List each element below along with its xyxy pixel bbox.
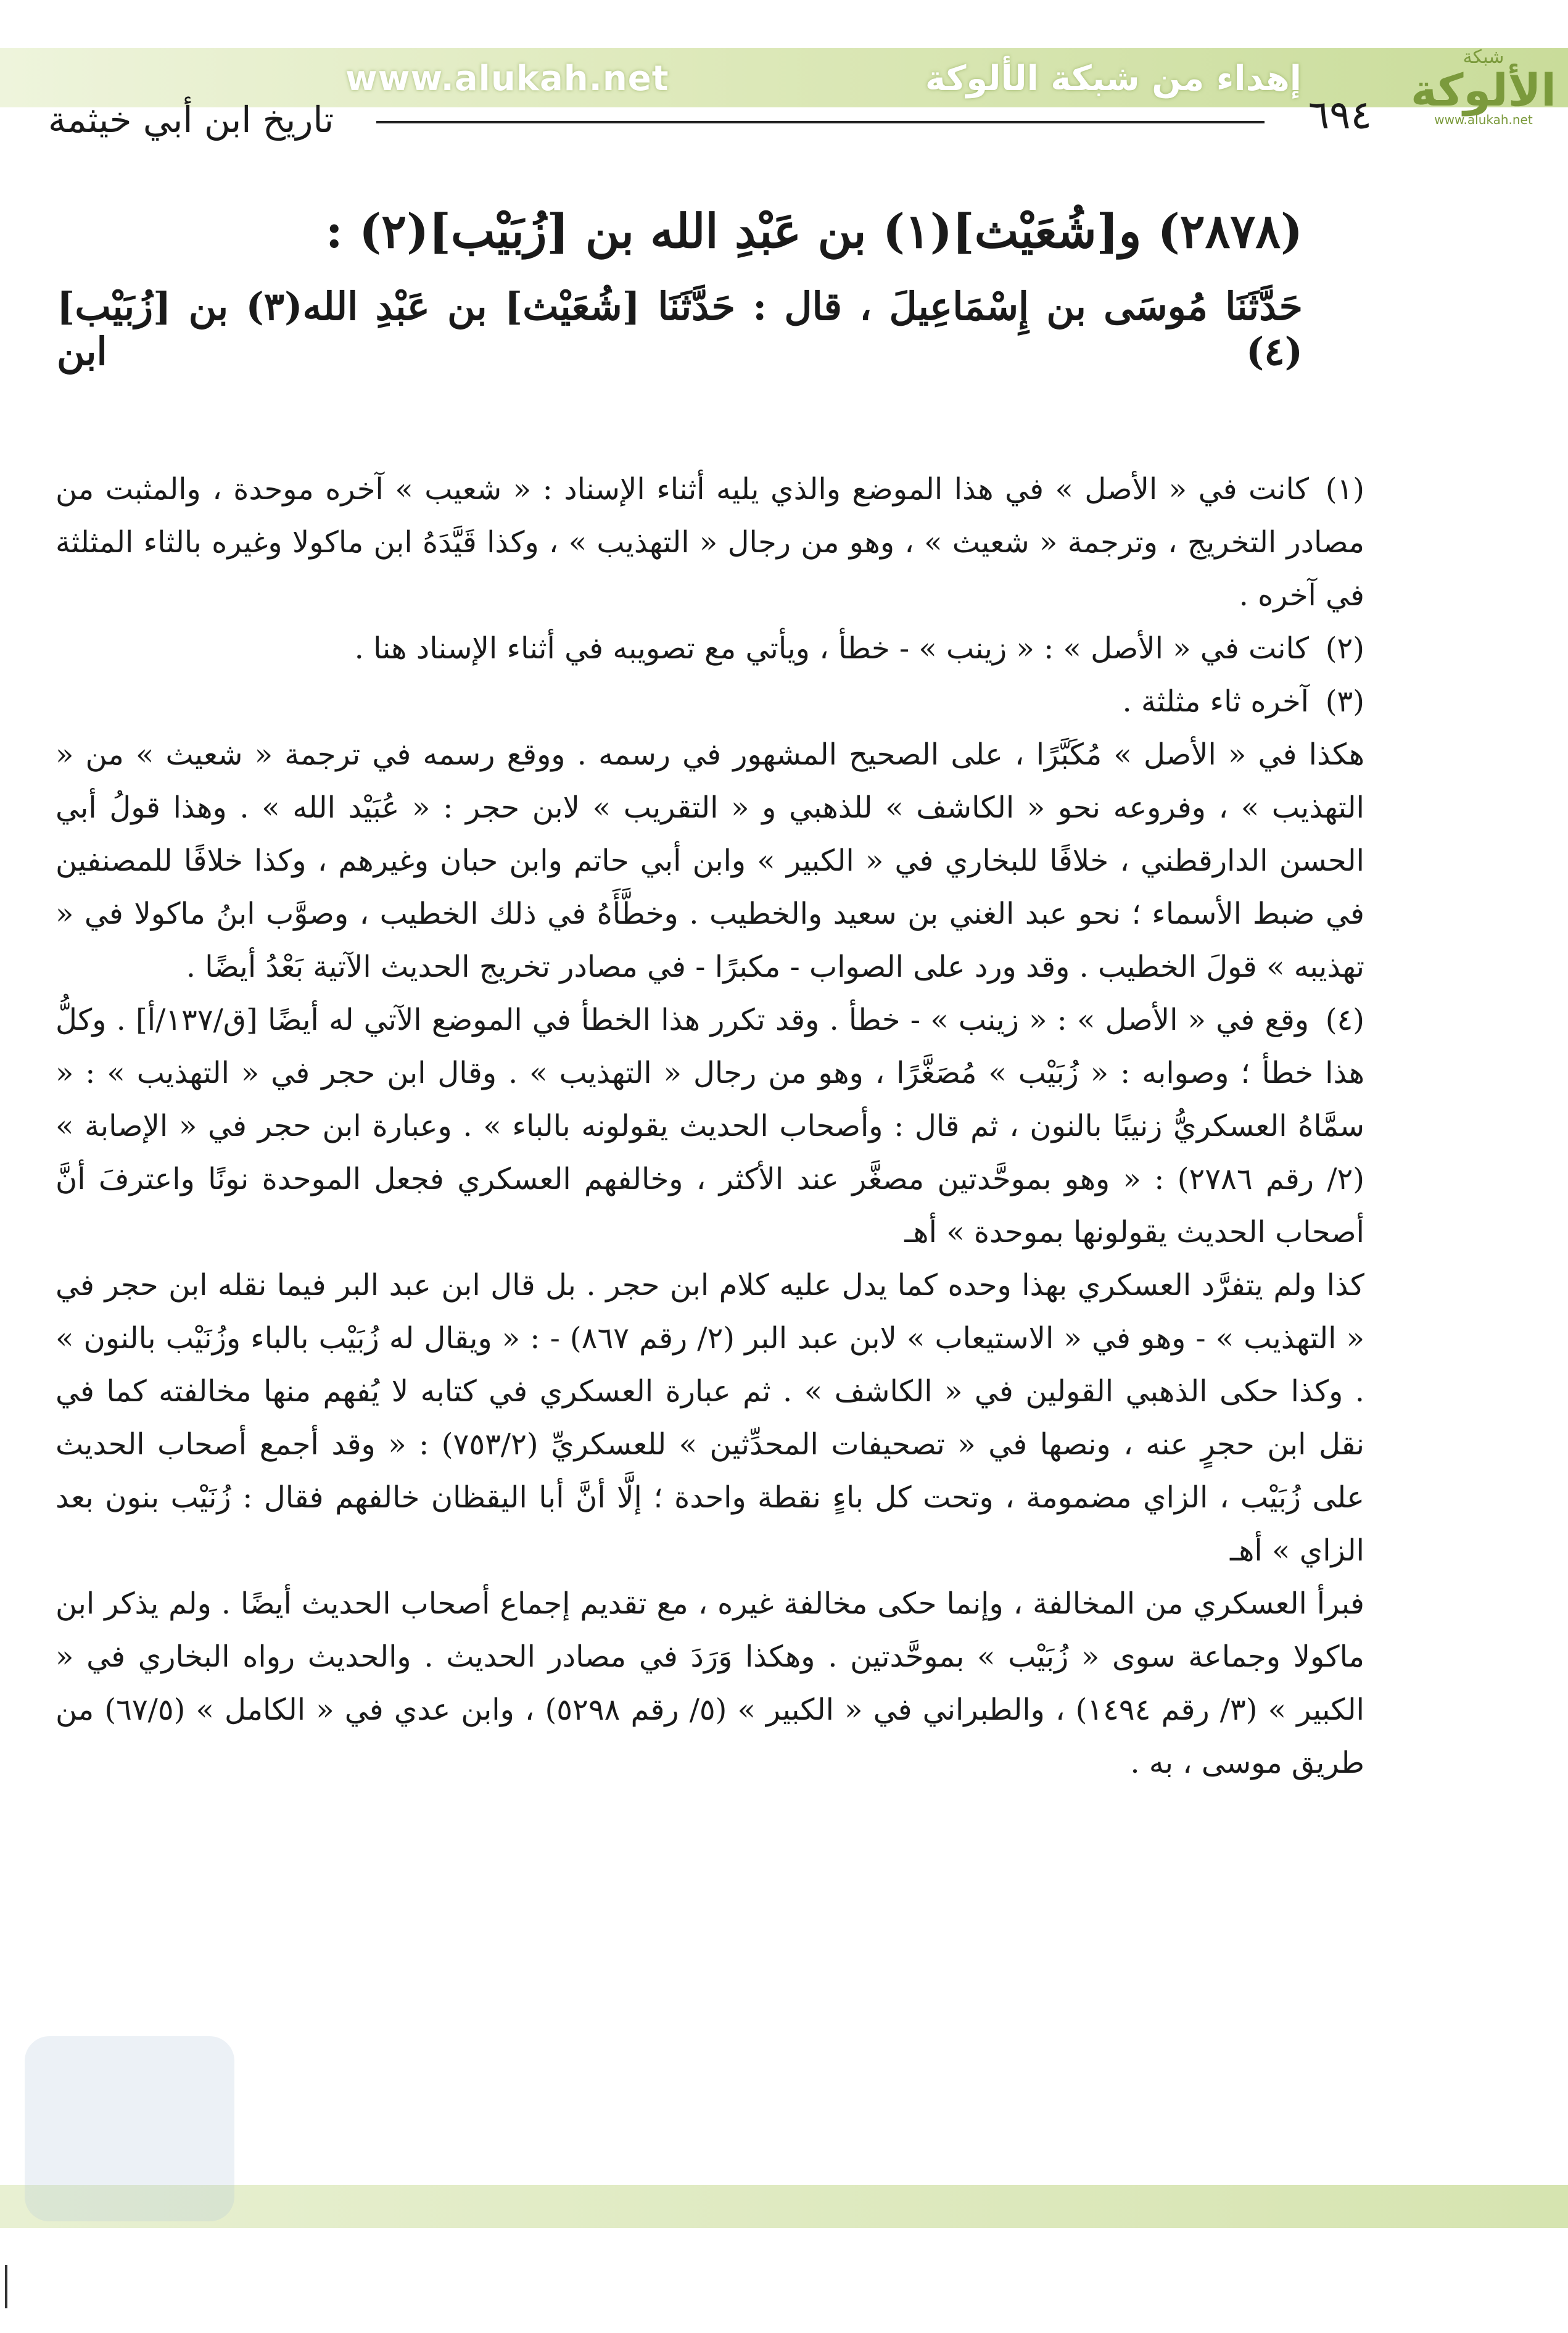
page-number: ٦٩٤ [1308, 93, 1372, 138]
running-title: تاريخ ابن أبي خيثمة [48, 99, 334, 141]
footnote-number: (٤) [1325, 1003, 1365, 1037]
footnote-4-continued [56, 1259, 1364, 1577]
alukah-logo [1410, 37, 1556, 136]
logo-main-text: الألوكة [1410, 64, 1556, 116]
footnote-text: هكذا في « الأصل » مُكَبَّرًا ، على الصحيح المشهور في رسمه . ووقع رسمه في ترجمة « شعيث » من « التهذيب » ، وفروعه نحو « الكاشف » للذهبي و « التقريب » لابن حجر : « عُبَيْد الله » . وهذا قولُ أبي الحسن الدارقطني ، خلافًا للبخاري في « الكبير » وابن أبي حاتم وابن حبان وغيرهم ، وكذا خلافًا للمصنفين في ضبط الأسماء ؛ نحو عبد الغني بن سعيد والخطيب . وخطَّأَهُ في ذلك الخطيب ، وصوَّب ابنُ ماكولا في « تهذيبه » قولَ الخطيب . وقد ورد على الصواب - مكبرًا - في مصادر تخريج الحديث الآتية بَعْدُ أيضًا . [56, 737, 1364, 984]
bottom-band [0, 2185, 1568, 2228]
footnote-number: (١) [1325, 472, 1365, 507]
entry-heading: (٢٨٧٨) و[شُعَيْث](١) بن عَبْدِ الله بن [زُبَيْب](٢) : [325, 204, 1303, 259]
footnote-4 [56, 993, 1364, 1259]
footnote-text: آخره ثاء مثلثة . [1122, 684, 1309, 719]
scan-mark [5, 2265, 7, 2308]
footnote-text: كانت في « الأصل » : « زينب » - خطأ ، ويأتي مع تصويبه في أثناء الإسناد هنا . [354, 631, 1309, 666]
footnote-1 [56, 463, 1364, 622]
header-rule [376, 121, 1265, 123]
footnote-number: (٢) [1325, 631, 1364, 666]
footnote-2 [56, 622, 1364, 675]
scanner-watermark-stamp [25, 2036, 234, 2221]
footnote-text: كذا ولم يتفرَّد العسكري بهذا وحده كما يدل عليه كلام ابن حجر . بل قال ابن عبد البر فيما نقله ابن حجر في « التهذيب » - وهو في « الاستيعاب » لابن عبد البر (٢/ رقم ٨٦٧) - : « ويقال له زُبَيْب بالباء وزُنَيْب بالنون » . وكذا حكى الذهبي القولين في « الكاشف » . ثم عبارة العسكري في كتابه لا يُفهم منها مخالفته كما في نقل ابن حجرٍ عنه ، ونصها في « تصحيفات المحدِّثين » للعسكريِّ (٧٥٣/٢) : « وقد أجمع أصحاب الحديث على زُبَيْب ، الزاي مضمومة ، وتحت كل باءٍ نقطة واحدة ؛ إلَّا أنَّ أبا اليقظان خالفهم فقال : زُنَيْب بنون بعد الزاي » أهـ [56, 1268, 1365, 1568]
banner-gift-text: إهداء من شبكة الألوكة [925, 58, 1302, 99]
footnote-text: وقع في « الأصل » : « زينب » - خطأ . وقد تكرر هذا الخطأ في الموضع الآتي له أيضًا [ق/١٣٧/أ] . وكلُّ هذا خطأ ؛ وصوابه : « زُبَيْب » مُصَغَّرًا ، وهو من رجال « التهذيب » . وقال ابن حجر في « التهذيب » : « سمَّاهُ العسكريُّ زنيبًا بالنون ، ثم قال : وأصحاب الحديث يقولونه بالباء » . وعبارة ابن حجر في « الإصابة » (٢/ رقم ٢٧٨٦) : « وهو بموحَّدتين مصغَّر عند الأكثر ، وخالفهم العسكري فجعل الموحدة نونًا واعترفَ أنَّ أصحاب الحديث يقولونها بموحدة » أهـ [56, 1003, 1365, 1249]
banner-url: www.alukah.net [345, 58, 669, 99]
footnotes [56, 463, 1364, 1789]
footnote-text: كانت في « الأصل » في هذا الموضع والذي يليه أثناء الإسناد : « شعيب » آخره موحدة ، والمثبت من مصادر التخريج ، وترجمة « شعيث » ، وهو من رجال « التهذيب » ، وكذا قَيَّدَهُ ابن ماكولا وغيره بالثاء المثلثة في آخره . [56, 472, 1365, 613]
footnote-3 [56, 675, 1364, 728]
banner-watermark [345, 57, 1302, 100]
footnote-4-continued-2 [56, 1577, 1364, 1789]
footnote-3-continued [56, 728, 1364, 993]
footnote-text: فبرأ العسكري من المخالفة ، وإنما حكى مخالفة غيره ، مع تقديم إجماع أصحاب الحديث أيضًا . ولم يذكر ابن ماكولا وجماعة سوى « زُبَيْب » بموحَّدتين . وهكذا وَرَدَ في مصادر الحديث . والحديث رواه البخاري في « الكبير » (٣/ رقم ١٤٩٤) ، والطبراني في « الكبير » (٥/ رقم ٥٢٩٨) ، وابن عدي في « الكامل » (٦٧/٥) من طريق موسى ، به . [56, 1586, 1365, 1780]
logo-small-text: شبكة [1463, 46, 1504, 68]
logo-url-text: www.alukah.net [1434, 112, 1533, 127]
entry-text: حَدَّثَنَا مُوسَى بن إِسْمَاعِيلَ ، قال : حَدَّثَنَا [شُعَيْث] بن عَبْدِ الله(٣) بن [زُبَيْب](٤) ابن [57, 284, 1303, 374]
footnote-number: (٣) [1325, 684, 1364, 719]
